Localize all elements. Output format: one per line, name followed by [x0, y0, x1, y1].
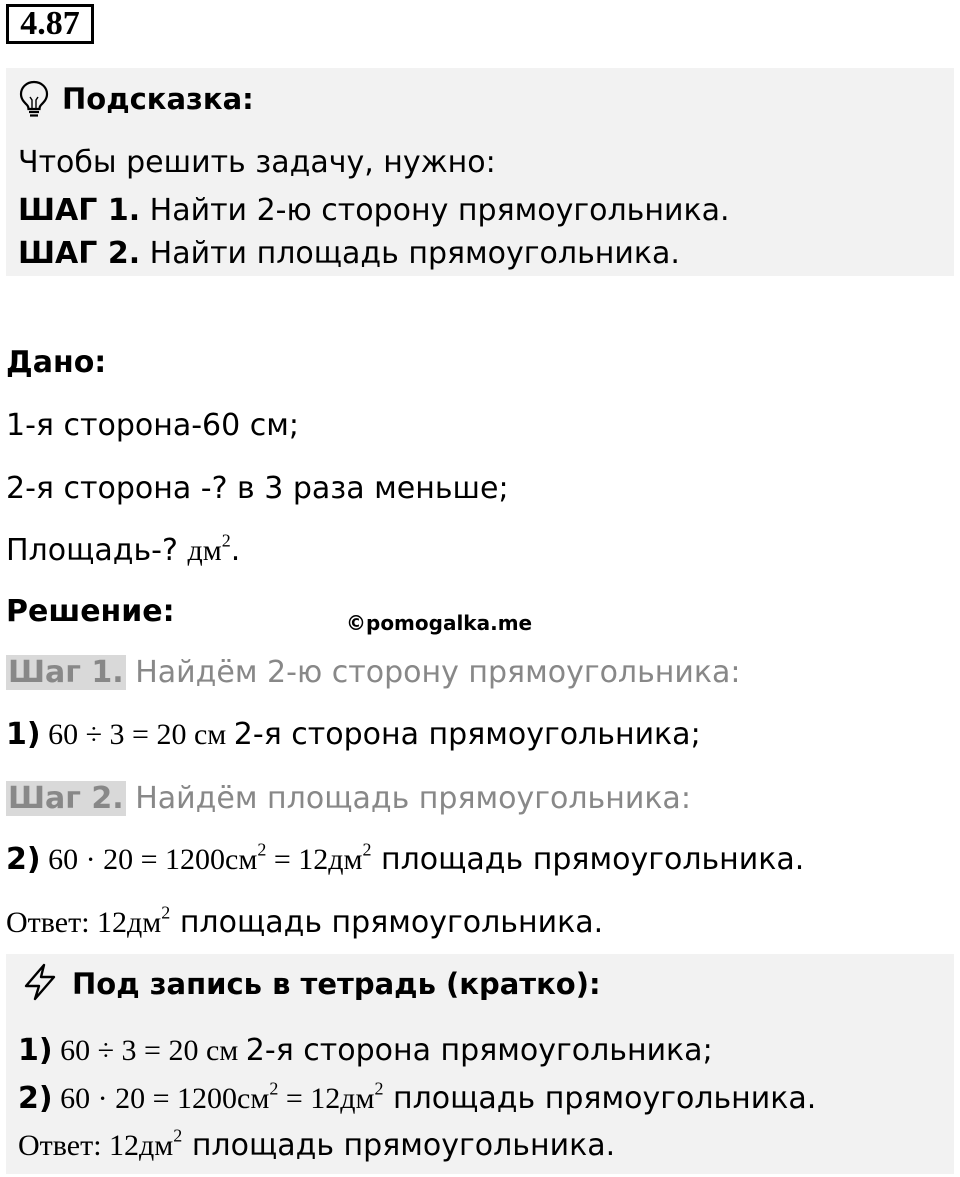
solution-item-1-math: 60 ÷ 3 = 20 см	[40, 718, 234, 751]
solution-item-2-math-b: = 12дм	[266, 843, 363, 876]
solution-item-2	[6, 839, 805, 877]
hint-intro: Чтобы решить задачу, нужно:	[18, 145, 496, 180]
solution-answer-text: площадь прямоугольника.	[170, 905, 604, 940]
solution-step-1-text: Найдём 2-ю сторону прямоугольника:	[125, 655, 741, 690]
watermark: ©pomogalka.me	[346, 611, 533, 635]
notebook-item-2-math-b: = 12дм	[278, 1082, 375, 1115]
hint-step-1-label: ШАГ 1.	[18, 193, 141, 228]
hint-title: Подсказка:	[62, 82, 254, 116]
given-line-3-exp: 2	[221, 530, 231, 551]
problem-number: 4.87	[6, 4, 94, 44]
solution-answer-label: Ответ: 12дм	[6, 906, 162, 939]
notebook-item-2-exp-a: 2	[269, 1078, 279, 1099]
solution-answer	[6, 902, 604, 940]
given-title: Дано:	[6, 345, 107, 380]
given-line-3-text: Площадь-?	[6, 533, 188, 568]
notebook-item-1	[18, 1033, 713, 1068]
notebook-answer-text: площадь прямоугольника.	[182, 1128, 616, 1163]
notebook-item-2-num: 2)	[18, 1081, 53, 1116]
solution-item-2-text: площадь прямоугольника.	[371, 842, 805, 877]
notebook-item-2	[18, 1078, 817, 1116]
lightbulb-icon	[18, 80, 50, 118]
solution-step-1-label: Шаг 1.	[8, 655, 124, 690]
hint-step-1	[18, 193, 730, 228]
solution-item-2-exp-a: 2	[257, 839, 267, 860]
solution-item-2-math-a: 60 · 20 = 1200см	[40, 843, 258, 876]
solution-answer-exp: 2	[161, 902, 171, 923]
solution-step-2	[6, 781, 691, 816]
given-line-1: 1-я сторона-60 см;	[6, 408, 299, 443]
solution-item-2-exp-b: 2	[362, 839, 372, 860]
solution-item-1-num: 1)	[6, 717, 41, 752]
notebook-item-2-exp-b: 2	[374, 1078, 384, 1099]
notebook-item-2-math-a: 60 · 20 = 1200см	[52, 1082, 270, 1115]
notebook-item-1-math: 60 ÷ 3 = 20 см	[52, 1034, 246, 1067]
notebook-item-2-text: площадь прямоугольника.	[383, 1081, 817, 1116]
notebook-answer	[18, 1125, 616, 1163]
solution-item-1-text: 2-я сторона прямоугольника;	[233, 717, 701, 752]
given-line-2: 2-я сторона -? в 3 раза меньше;	[6, 471, 509, 506]
given-line-3-unit: дм	[187, 534, 222, 567]
hint-step-1-text: Найти 2-ю сторону прямоугольника.	[140, 193, 730, 228]
hint-step-2	[18, 236, 680, 271]
hint-step-2-label: ШАГ 2.	[18, 236, 141, 271]
solution-step-1	[6, 655, 741, 690]
notebook-answer-exp: 2	[173, 1125, 183, 1146]
notebook-title: Под запись в тетрадь (кратко):	[72, 967, 601, 1001]
given-line-3	[6, 530, 241, 568]
lightning-icon	[20, 962, 60, 1002]
hint-step-2-text: Найти площадь прямоугольника.	[140, 236, 680, 271]
solution-item-1	[6, 717, 701, 752]
solution-step-2-label: Шаг 2.	[8, 781, 124, 816]
solution-title: Решение:	[6, 594, 175, 629]
notebook-answer-label: Ответ: 12дм	[18, 1129, 174, 1162]
solution-step-2-text: Найдём площадь прямоугольника:	[125, 781, 691, 816]
solution-item-2-num: 2)	[6, 842, 41, 877]
notebook-item-1-num: 1)	[18, 1033, 53, 1068]
given-line-3-end: .	[230, 533, 241, 568]
notebook-item-1-text: 2-я сторона прямоугольника;	[245, 1033, 713, 1068]
